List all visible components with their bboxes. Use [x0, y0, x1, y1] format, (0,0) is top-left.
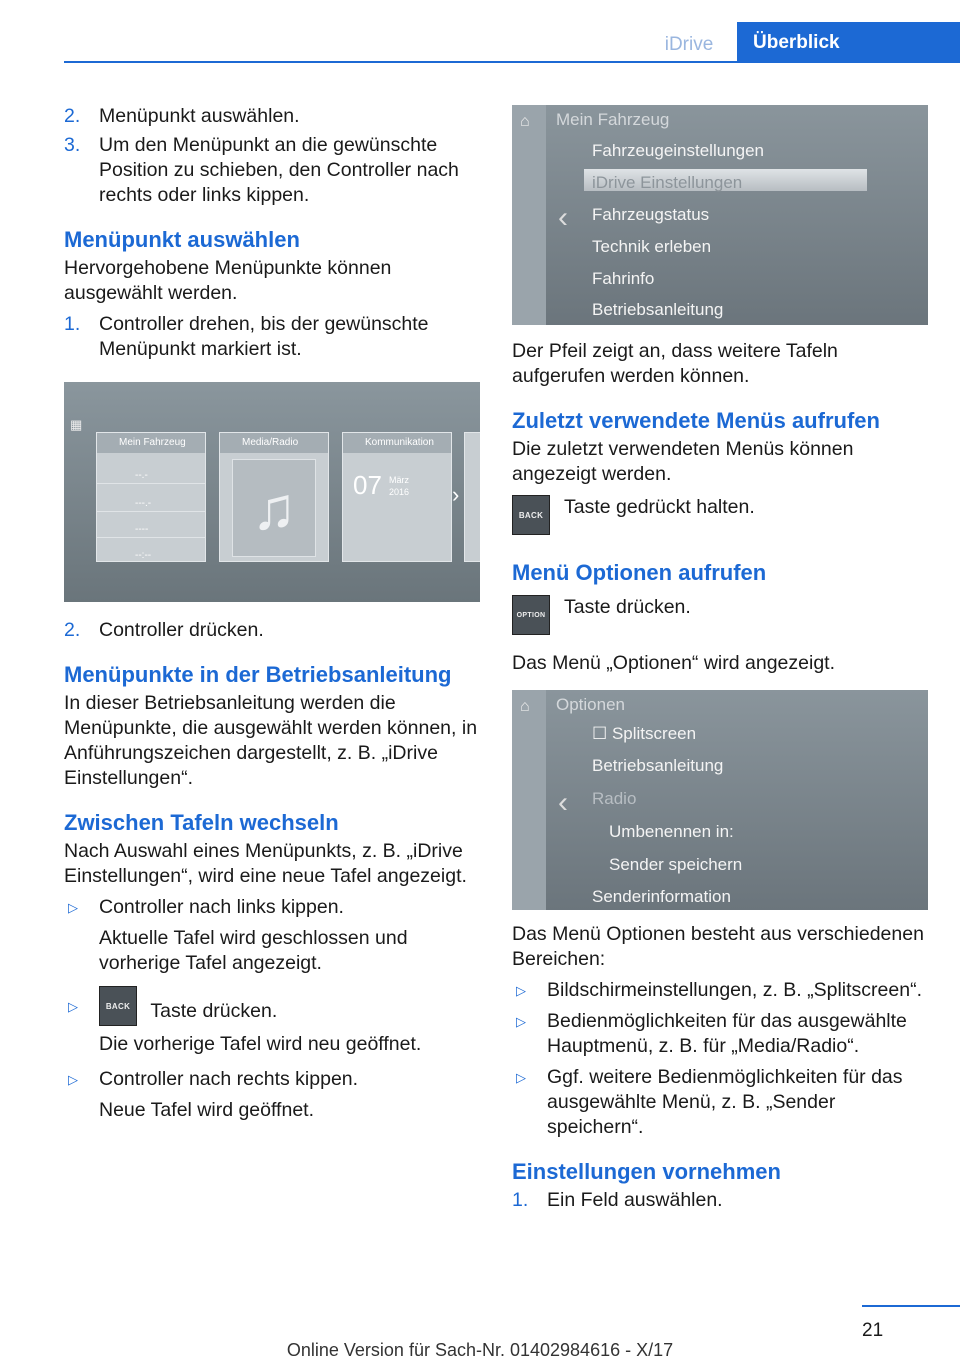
date-year: 2016 [389, 487, 410, 497]
page-number: 21 [862, 1320, 884, 1341]
header-tab-ueberblick: Überblick [737, 22, 960, 62]
right-column [512, 104, 930, 1217]
widget-card-title: Mein Fahrzeug [97, 433, 205, 453]
triangle-bullet-icon: ▷ [68, 900, 78, 915]
footer-text: Online Version für Sach-Nr. 01402984616 - X/17 [286, 1340, 674, 1360]
header-tab-idrive: iDrive [664, 34, 714, 55]
grid-icon: ▦ [70, 417, 83, 432]
bullet-item [512, 978, 930, 1003]
paragraph-options-shown: Das Menü „Optionen“ wird angezeigt. [512, 652, 835, 674]
step-text: Controller drehen, bis der gewünschte Menüpunkt markiert ist. [99, 313, 429, 360]
widget-value: --:-- [135, 550, 152, 561]
step-number: 1. [64, 313, 81, 335]
triangle-bullet-icon: ▷ [516, 1070, 526, 1085]
menu-item: Betriebsanleitung [592, 756, 724, 775]
menu-item: Fahrinfo [592, 269, 655, 288]
heading-settings: Einstellungen vornehmen [512, 1159, 781, 1184]
widget-value: --.- [135, 470, 148, 481]
widget-card-title: Kommunikation [343, 433, 451, 453]
step-text: Ein Feld auswählen. [547, 1189, 723, 1211]
menu-section: Radio [592, 789, 637, 808]
bullet-text: Taste drücken. [150, 1000, 278, 1023]
bullet-item [64, 1067, 482, 1092]
screen-title: Mein Fahrzeug [556, 110, 670, 129]
bullet-text: Bildschirmeinstellungen, z. B. „Splitscreen“. [547, 979, 922, 1001]
heading-manual-items: Menüpunkte in der Betriebsanleitung [64, 662, 452, 687]
left-column [64, 104, 482, 1129]
paragraph-menu-select: Hervorgehobene Menüpunkte können ausgewählt werden. [64, 257, 392, 304]
home-icon: ⌂ [520, 698, 530, 715]
paragraph-arrow: Der Pfeil zeigt an, dass weitere Tafeln aufgerufen werden können. [512, 340, 838, 387]
step-number: 3. [64, 134, 81, 156]
menu-item: Umbenennen in: [609, 822, 734, 841]
screenshot-widgets [64, 382, 480, 602]
widget-card-communication [342, 432, 452, 562]
header-rule [64, 61, 960, 63]
back-key-icon: BACK [512, 495, 550, 535]
bullet-text: Controller nach links kippen. [99, 896, 344, 918]
bullet-item [64, 895, 482, 920]
bullet-text: Controller nach rechts kippen. [99, 1068, 359, 1090]
step-number: 1. [512, 1189, 529, 1211]
menu-item: Betriebsanleitung [592, 300, 724, 319]
chevron-left-icon: ‹ [558, 201, 568, 234]
heading-options-menu: Menü Optionen aufrufen [512, 560, 767, 585]
step-item [64, 104, 482, 129]
triangle-bullet-icon: ▷ [516, 983, 526, 998]
step-number: 2. [64, 105, 81, 127]
bullet-subtext: Aktuelle Tafel wird geschlossen und vorherige Tafel angezeigt. [99, 927, 408, 974]
paragraph-manual-items: In dieser Betriebsanleitung werden die Menüpunkte, die ausgewählt werden können, in Anführungszeichen dargestellt, z. B. „iDrive Einstellungen“. [64, 692, 478, 789]
step-item [64, 312, 482, 362]
back-key-icon: BACK [99, 986, 137, 1026]
key-instruction: Taste gedrückt halten. [564, 496, 755, 518]
key-row-back [512, 495, 930, 541]
bullet-item [512, 1065, 930, 1140]
menu-item: Fahrzeugstatus [592, 205, 710, 224]
triangle-bullet-icon: ▷ [68, 999, 78, 1014]
key-row-option [512, 595, 930, 641]
step-text: Um den Menüpunkt an die gewünschte Position zu schieben, den Controller nach rechts oder links kippen. [99, 134, 459, 206]
step-item [64, 618, 482, 643]
bullet-item [512, 1009, 930, 1059]
menu-item: ☐ Splitscreen [592, 724, 697, 743]
date-month: März [389, 475, 409, 485]
widget-card-media [219, 432, 329, 562]
bullet-text: Ggf. weitere Bedienmöglichkeiten für das ausgewählte Menü, z. B. „Sender speichern“. [547, 1066, 903, 1138]
step-item [512, 1188, 930, 1213]
home-icon: ⌂ [520, 113, 530, 130]
screen-sidebar [512, 690, 546, 910]
date-day: 07 [353, 470, 382, 500]
heading-menu-select: Menüpunkt auswählen [64, 227, 300, 252]
triangle-bullet-icon: ▷ [516, 1014, 526, 1029]
step-text: Controller drücken. [99, 619, 264, 641]
screen-title: Optionen [556, 695, 625, 714]
chevron-left-icon: ‹ [558, 786, 568, 819]
option-key-icon: OPTION [512, 595, 550, 635]
screen-sidebar [512, 105, 546, 325]
widget-card-title: Media/Radio [220, 433, 328, 453]
widget-card-partial [464, 432, 480, 562]
widget-card-vehicle [96, 432, 206, 562]
bullet-subtext: Neue Tafel wird geöffnet. [99, 1099, 315, 1121]
bullet-subtext: Die vorherige Tafel wird neu geöffnet. [99, 1033, 422, 1055]
menu-item: Technik erleben [592, 237, 712, 256]
heading-switch-panels: Zwischen Tafeln wechseln [64, 810, 339, 835]
triangle-bullet-icon: ▷ [68, 1072, 78, 1087]
step-text: Menüpunkt auswählen. [99, 105, 300, 127]
paragraph-options-areas: Das Menü Optionen besteht aus verschiedenen Bereichen: [512, 923, 924, 970]
paragraph-recent-menus: Die zuletzt verwendeten Menüs können angezeigt werden. [512, 438, 854, 485]
bullet-item [64, 986, 482, 1026]
menu-item: Sender speichern [609, 855, 743, 874]
heading-recent-menus: Zuletzt verwendete Menüs aufrufen [512, 408, 880, 433]
widget-value: ---- [135, 524, 149, 535]
key-instruction: Taste drücken. [564, 596, 691, 618]
step-item [64, 133, 482, 208]
bullet-text: Bedienmöglichkeiten für das ausgewählte Hauptmenü, z. B. für „Media/Radio“. [547, 1010, 907, 1057]
screenshot-my-vehicle [512, 105, 928, 325]
music-note-icon: ♫ [232, 459, 316, 557]
screenshot-options [512, 690, 928, 910]
chevron-right-icon: › [452, 482, 460, 507]
menu-item: Senderinformation [592, 887, 731, 906]
widget-value: ---.- [135, 498, 152, 509]
menu-item-selected: iDrive Einstellungen [592, 173, 743, 192]
paragraph-switch-panels: Nach Auswahl eines Menüpunkts, z. B. „iDrive Einstellungen“, wird eine neue Tafel angezeigt. [64, 840, 467, 887]
menu-item: Fahrzeugeinstellungen [592, 141, 765, 160]
footer-rule [862, 1305, 960, 1307]
step-number: 2. [64, 619, 81, 641]
